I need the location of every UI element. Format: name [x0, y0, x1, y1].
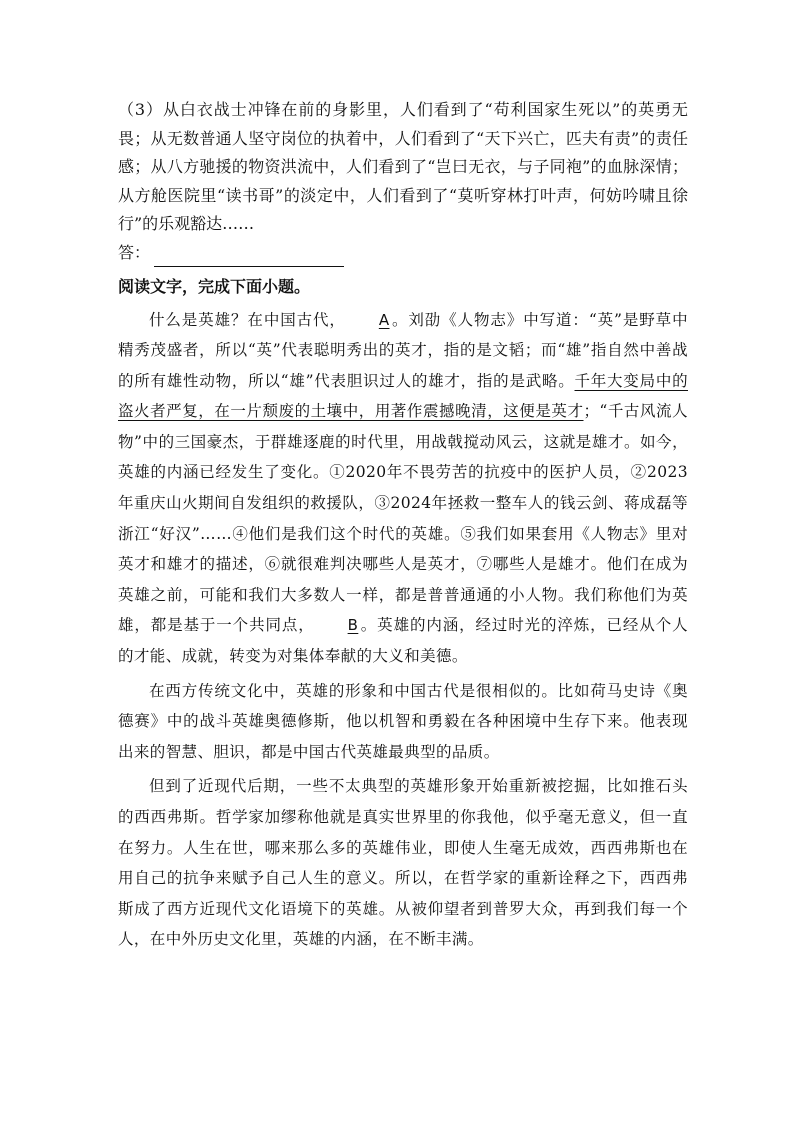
paragraph-1-part-1: 什么是英雄？在中国古代，: [149, 310, 346, 329]
section-title: 阅读文字，完成下面小题。: [118, 276, 311, 296]
blank-b: B: [347, 616, 359, 635]
passage-paragraph-2: 在西方传统文化中，英雄的形象和中国古代是很相似的。比如荷马史诗《奥德赛》中的战斗英雄奥德修斯，他以机智和勇毅在各种困境中生存下来。他表现出来的智慧、胆识，都是中国古代英雄最典型的品质。: [118, 681, 688, 761]
document-page: [118, 96, 688, 955]
answer-line: [118, 239, 688, 267]
underlined-sentence: 千年大变局中的盗火者严复，在一片颓废的土壤中，用著作震撼晚清，这便是英才: [118, 371, 688, 421]
paragraph-1-part-3: ；“千古风流人物”中的三国豪杰，于群雄逐鹿的时代里，用战戟搅动风云，这就是雄才。如今，英雄的内涵已经发生了变化。①2020年不畏劳苦的抗疫中的医护人员，②2023年重庆山火期间自发组织的救援队，③2024年拯救一整车人的钱云剑、蒋成磊等浙江“好汉”……④他们是我们这个时代的英雄。⑤我们如果套用《人物志》里对英才和雄才的描述，⑥就很难判决哪些人是英才，⑦哪些人是雄才。他们在成为英雄之前，可能和我们大多数人一样，都是普普通通的小人物。我们称他们为英雄，都是基于一个共同点，: [118, 402, 688, 635]
paragraph-1-part-4: 。英雄的内涵，经过时光的淬炼，已经从个人的才能、成就，转变为对集体奉献的大义和美德。: [118, 616, 688, 666]
blank-a: A: [378, 310, 390, 329]
answer-blank-field[interactable]: [154, 248, 344, 267]
question-3-text: （3）从白衣战士冲锋在前的身影里，人们看到了“苟利国家生死以”的英勇无畏；从无数普通人坚守岗位的执着中，人们看到了“天下兴亡，匹夫有责”的责任感；从八方驰援的物资洪流中，人们看到了“岂曰无衣，与子同袍”的血脉深情；从方舱医院里“读书哥”的淡定中，人们看到了“莫听穿林打叶声，何妨吟啸且徐行”的乐观豁达……: [118, 100, 688, 233]
paragraph-1-part-2: 。刘劭《人物志》中写道：“英”是野草中精秀茂盛者，所以“英”代表聪明秀出的英才，指的是文韬；而“雄”指自然中善战的所有雄性动物，所以“雄”代表胆识过人的雄才，指的是武略。: [118, 310, 688, 390]
passage-paragraph-3: 但到了近现代后期，一些不太典型的英雄形象开始重新被挖掘，比如推石头的西西弗斯。哲学家加缪称他就是真实世界里的你我他，似乎毫无意义，但一直在努力。人生在世，哪来那么多的英雄伟业，即使人生毫无成效，西西弗斯也在用自己的抗争来赋予自己人生的意义。所以，在哲学家的重新诠释之下，西西弗斯成了西方近现代文化语境下的英雄。从被仰望者到普罗大众，再到我们每一个人，在中外历史文化里，英雄的内涵，在不断丰满。: [118, 777, 688, 949]
answer-label: 答：: [118, 242, 151, 262]
passage-paragraph-1: [118, 305, 688, 672]
